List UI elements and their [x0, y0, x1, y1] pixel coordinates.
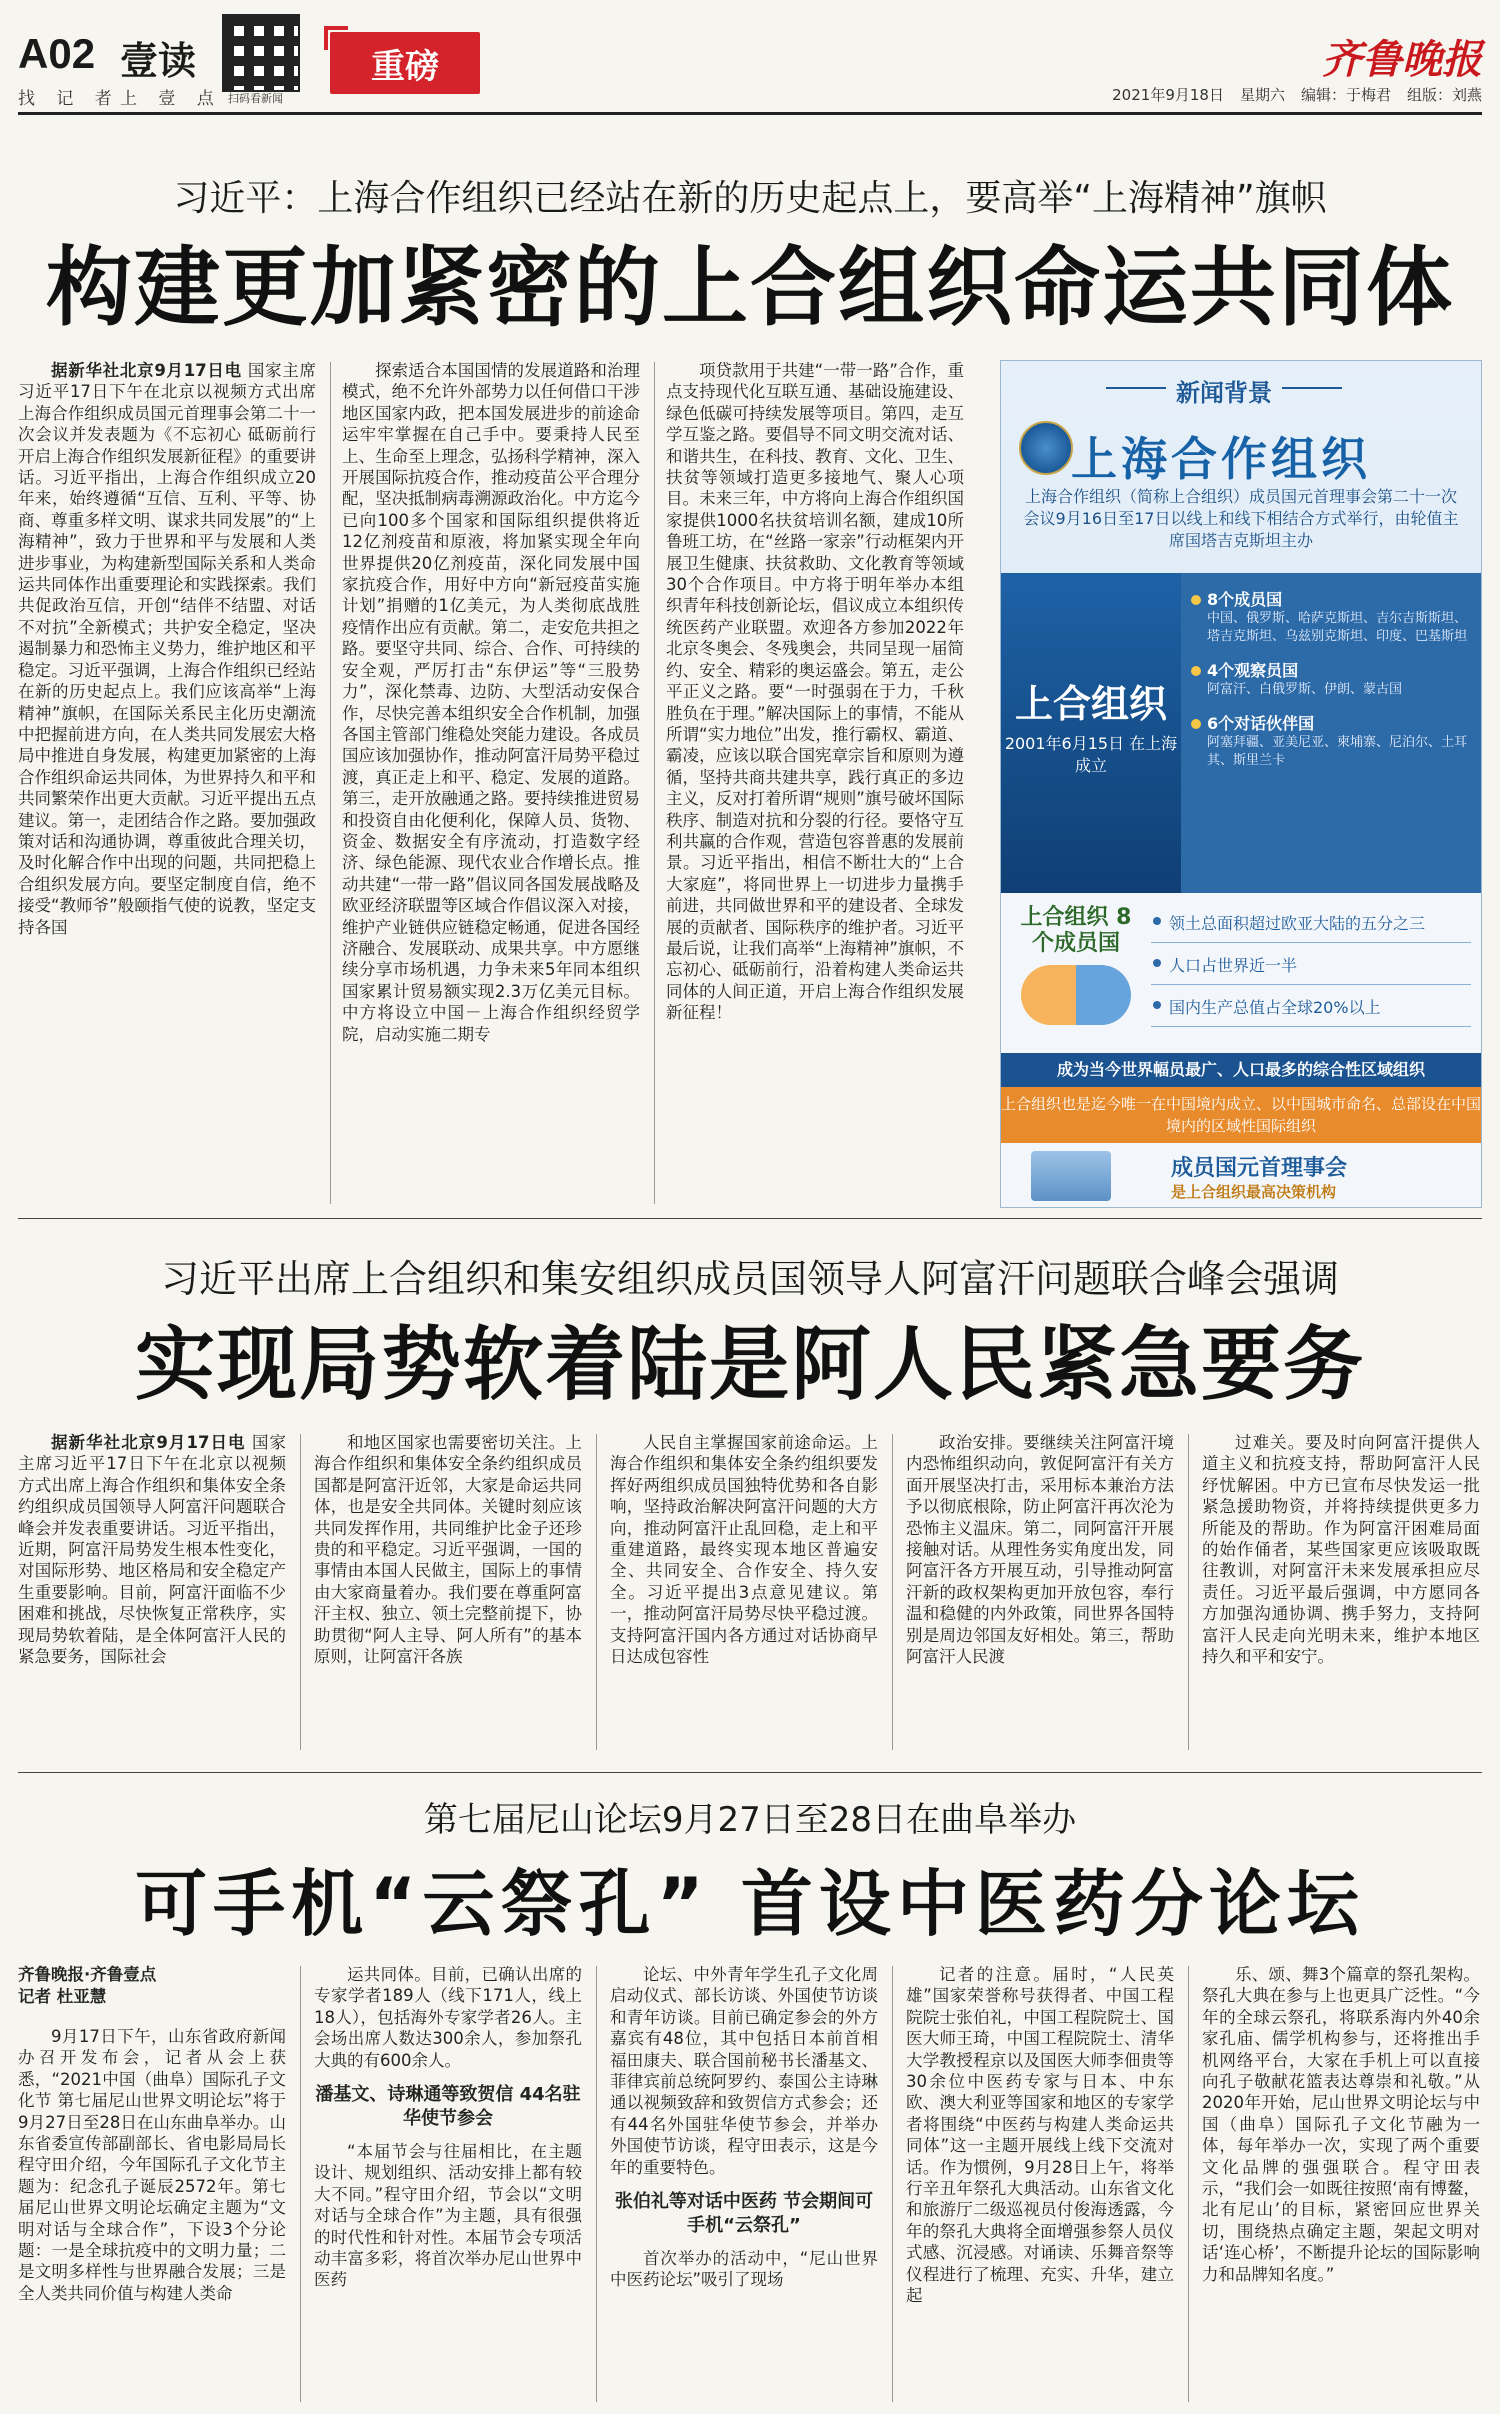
column-divider: [654, 362, 655, 1204]
story3-col3: [610, 1964, 878, 2404]
group-heading: 4个观察员国: [1207, 661, 1299, 680]
column-divider: [300, 1966, 301, 2402]
infobox-tag: 新闻背景: [1176, 373, 1272, 408]
founding-title: 上合组织: [1014, 682, 1167, 726]
group-body: 阿塞拜疆、亚美尼亚、柬埔寨、尼泊尔、土耳其、斯里兰卡: [1207, 735, 1468, 768]
founding-date: 2001年6月15日 在上海成立: [1004, 734, 1178, 775]
section-tag: 重磅: [330, 32, 480, 94]
infobox-founding: [1001, 573, 1181, 893]
masthead-subtitle-left: 找 记 者: [18, 89, 120, 109]
issue-weekday: 星期六: [1239, 86, 1285, 104]
story1-text-3: 项贷款用于共建“一带一路”合作，重点支持现代化互联互通、基础设施建设、绿色低碳可持续发展等项目。第四，走互学互鉴之路。要倡导不同文明交流对话、和谐共生，在科技、教育、文化、卫生、扶贫等领域打造更多接地气、聚人心项目。未来三年，中方将向上海合作组织国家提供1000名扶贫培训名额，建成10所鲁班工坊，在“丝路一家亲”行动框架内开展卫生健康、扶贫救助、文化教育等领域30个合作项目。中方将于明年举办本组织青年科技创新论坛，倡议成立本组织传统医药产业联盟。欢迎各方参加2022年北京冬奥会、冬残奥会，共同呈现一届简约、安全、精彩的奥运盛会。第五，走公平正义之路。要“一时强弱在于力，千秋胜负在于理。”解决国际上的事情，不能从所谓“实力地位”出发，推行霸权、霸道、霸凌，应该以联合国宪章宗旨和原则为遵循，坚持共商共建共享，践行真正的多边主义，反对打着所谓“规则”旗号破坏国际秩序、制造对抗和分裂的行径。要恪守互利共赢的合作观，营造包容普惠的发展前景。习近平指出，相信不断壮大的“上合大家庭”，将同世界上一切进步力量携手前进，共同做世界和平的建设者、全球发展的贡献者、国际秩序的维护者。习近平最后说，让我们高举“上海精神”旗帜，不忘初心、砥砺前行，沿着构建人类命运共同体的人间正道，开启上海合作组织发展新征程！: [666, 361, 964, 1023]
story3-subhead-1: 潘基文、诗琳通等致贺信 44名驻华使节参会: [315, 2084, 581, 2130]
story2-col1: [18, 1432, 286, 1754]
story3-byline1: 齐鲁晚报·齐鲁壹点: [18, 1965, 157, 1984]
story3-text-2a: 运共同体。目前，已确认出席的专家学者189人（线下171人，线上18人），包括海外专家学者26人。主会场出席人数达300余人，参加祭孔大典的有600余人。: [314, 1965, 582, 2070]
story2-text-3: 人民自主掌握国家前途命运。上海合作组织和集体安全条约组织要发挥好两组织成员国独特优势和各自影响，坚持政治解决阿富汗问题的大方向，推动阿富汗止乱回稳，走上和平重建道路，最终实现本地区普遍安全、共同安全、合作安全、持久安全。习近平提出3点意见建议。第一，推动阿富汗局势尽快平稳过渡。支持阿富汗国内各方通过对话协商早日达成包容性: [610, 1433, 878, 1667]
story3-subhead-2: 张伯礼等对话中医药 节会期间可手机“云祭孔”: [614, 2191, 874, 2237]
story3-text-3a: 论坛、中外青年学生孔子文化周启动仪式、部长访谈、外国使节访谈和青年访谈。目前已确定参会的外方嘉宾有48位，其中包括日本前首相福田康夫、联合国前秘书长潘基文、菲律宾前总统阿罗约、泰国公主诗琳通以视频致辞和致贺信方式参会；还有44名外国驻华使节参会，并举办外国使节访谈，程守田表示，这是今年的重要特色。: [610, 1965, 878, 2177]
story1-kicker: 习近平：上海合作组织已经站在新的历史起点上，要高举“上海精神”旗帜: [173, 178, 1327, 219]
infobox-members-panel: [1001, 573, 1481, 893]
member-group: [1191, 711, 1471, 770]
story2-col2: [314, 1432, 582, 1754]
stat-item: 国内生产总值占全球20%以上: [1151, 985, 1471, 1027]
story1-col3: [666, 360, 964, 1206]
story3-headline: 可手机“云祭孔” 首设中医药分论坛: [135, 1862, 1365, 1946]
story3-text-2b: “本届节会与往届相比，在主题设计、规划组织、活动安排上都有较大不同。”程守田介绍，节会以“文明对话与全球合作”为主题，具有很强的时代性和针对性。本届节会专项活动丰富多彩，将首次举办尼山世界中医药: [314, 2142, 582, 2290]
story1-col2: [342, 360, 640, 1206]
page-number: A02: [18, 30, 96, 77]
story2-col3: [610, 1432, 878, 1754]
group-heading: 6个对话伙伴国: [1207, 714, 1315, 733]
story2-col5: [1202, 1432, 1480, 1754]
column-divider: [596, 1434, 597, 1750]
handshake-icon: [1021, 965, 1131, 1025]
story1-text-1: 国家主席习近平17日下午在北京以视频方式出席上海合作组织成员国元首理事会第二十一次会议并发表题为《不忘初心 砥砺前行 开启上海合作组织发展新征程》的重要讲话。习近平指出，上海合作组织成立20年来，始终遵循“互信、互利、平等、协商、尊重多样文明、谋求共同发展”的“上海精神”，致力于世界和平与发展和人类进步事业，为构建新型国际关系和人类命运共同体作出重要理论和实践探索。我们共促政治互信，开创“结伴不结盟、对话不对抗”全新模式；共护安全稳定，坚决遏制暴力和恐怖主义势力，维护地区和平稳定。习近平强调，上海合作组织已经站在新的历史起点上。我们应该高举“上海精神”旗帜，在国际关系民主化历史潮流中把握前进方向，在人类共同发展宏大格局中推进自身发展，构建更加紧密的上海合作组织命运共同体，为世界持久和平和共同繁荣作出更大贡献。习近平提出五点建议。第一，走团结合作之路。要加强政策对话和沟通协调，尊重彼此合理关切，及时化解合作中出现的问题，共同把稳上合组织发展方向。要坚定制度自信，绝不接受“教师爷”般颐指气使的说教，坚定支持各国: [18, 361, 316, 937]
bullet-icon: [1191, 719, 1201, 729]
bullet-icon: [1191, 595, 1201, 605]
story1-text-2: 探索适合本国国情的发展道路和治理模式，绝不允许外部势力以任何借口干涉地区国家内政，把本国发展进步的前途命运牢牢掌握在自己手中。要秉持人民至上、生命至上理念，弘扬科学精神，深入开展国际抗疫合作，推动疫苗公平合理分配，坚决抵制病毒溯源政治化。中方迄今已向100多个国家和国际组织提供将近12亿剂疫苗和原液，将加紧实现全年向世界提供20亿剂疫苗，深化同发展中国家抗疫合作，用好中方向“新冠疫苗实施计划”捐赠的1亿美元，为人类彻底战胜疫情作出应有贡献。第二，走安危共担之路。要坚守共同、综合、合作、可持续的安全观，严厉打击“东伊运”等“三股势力”，深化禁毒、边防、大型活动安保合作，尽快完善本组织安全合作机制，加强各国主管部门维稳处突能力建设。各成员国应该加强协作，推动阿富汗局势平稳过渡，真正走上和平、稳定、发展的道路。第三，走开放融通之路。要持续推进贸易和投资自由化便利化，保障人员、货物、资金、数据安全有序流动，打造数字经济、绿色能源、现代农业合作增长点。推动共建“一带一路”倡议同各国发展战略及欧亚经济联盟等区域合作倡议深入对接，维护产业链供应链稳定畅通，促进各国经济融合、发展联动、成果共享。中方愿继续分享市场机遇，力争未来5年同本组织国家累计贸易额实现2.3万亿美元目标。中方将设立中国－上海合作组织经贸学院，启动实施二期专: [342, 361, 640, 1044]
story2-dateline: 据新华社北京9月17日电: [51, 1433, 246, 1452]
section-divider: [18, 1772, 1482, 1773]
story3-text-1: 9月17日下午，山东省政府新闻办召开发布会，记者从会上获悉，“2021中国（曲阜）国际孔子文化节 第七届尼山世界文明论坛”将于9月27日至28日在山东曲阜举办。山东省委宣传部副部长、省电影局局长程守田介绍，今年国际孔子文化节主题为：纪念孔子诞辰2572年。第七届尼山世界文明论坛确定主题为“文明对话与全球合作”，下设3个分论题：一是全球抗疫中的文明力量；二是文明多样性与世界融合发展；三是全人类共同价值与构建人类命: [18, 2027, 286, 2303]
story2-text-5: 过难关。要及时向阿富汗提供人道主义和抗疫支持，帮助阿富汗人民纾忧解困。中方已宣布尽快发运一批紧急援助物资，并将持续提供更多力所能及的帮助。作为阿富汗困难局面的始作俑者，某些国家更应该吸取既往教训，对阿富汗未来发展承担应尽责任。习近平最后强调，中方愿同各方加强沟通协调、携手努力，支持阿富汗人民走向光明未来，维护本地区持久和平和安宁。: [1202, 1433, 1480, 1667]
section-name: 壹读: [120, 39, 197, 83]
story3-byline2: 记者 杜亚慧: [18, 1987, 107, 2006]
council-note: 是上合组织最高决策机构: [1171, 1183, 1337, 1201]
masthead-rule: [18, 112, 1482, 115]
story2-col4: [906, 1432, 1174, 1754]
infobox-description: 上海合作组织（简称上合组织）成员国元首理事会第二十一次会议9月16日至17日以线上和线下相结合方式举行，由轮值主席国塔吉克斯坦主办: [1023, 487, 1459, 550]
story3-text-4: 记者的注意。届时，“人民英雄”国家荣誉称号获得者、中国工程院院士张伯礼，中国工程院院士、国医大师王琦，中国工程院院士、清华大学教授程京以及国医大师李佃贵等30余位中医药专家与日本、中东欧、澳大利亚等国家和地区的专家学者将围绕“中医药与构建人类命运共同体”这一主题开展线上线下交流对话。作为惯例，9月28日上午，将举行辛丑年祭孔大典活动。山东省文化和旅游厅二级巡视员付俊海透露，今年的祭孔大典将全面增强参祭人员仪式感、沉浸感。对诵读、乐舞音祭等仪程进行了梳理、充实、升华，建立起: [906, 1965, 1174, 2306]
background-infobox: [1000, 360, 1482, 1208]
story1-col1: [18, 360, 316, 1206]
story1-headline: 构建更加紧密的上合组织命运共同体: [46, 238, 1454, 338]
column-divider: [1188, 1434, 1189, 1750]
issue-date: 2021年9月18日: [1112, 86, 1224, 104]
group-body: 中国、俄罗斯、哈萨克斯坦、吉尔吉斯斯坦、塔吉克斯坦、乌兹别克斯坦、印度、巴基斯坦: [1207, 611, 1468, 644]
infobox-orange-note: 上合组织也是迄今唯一在中国境内成立、以中国城市命名、总部设在中国境内的区域性国际组织: [1001, 1087, 1481, 1143]
column-divider: [1188, 1966, 1189, 2402]
story2-text-4: 政治安排。要继续关注阿富汗境内恐怖组织动向，敦促阿富汗有关方面开展坚决打击，采用标本兼治方法予以彻底根除，防止阿富汗再次沦为恐怖主义温床。第二，同阿富汗开展接触对话。从理性务实角度出发，同阿富汗各方开展互动，引导推动阿富汗新的政权架构更加开放包容，奉行温和稳健的内外政策，同世界各国特别是周边邻国友好相处。第三，帮助阿富汗人民渡: [906, 1433, 1174, 1667]
masthead-subtitle-right: 上 壹 点: [120, 89, 222, 109]
story1-dateline: 据新华社北京9月17日电: [51, 361, 242, 380]
bullet-icon: [1191, 666, 1201, 676]
designer: 组版：刘燕: [1406, 86, 1482, 104]
qr-code-icon[interactable]: [222, 14, 300, 92]
infobox-council: [1001, 1143, 1481, 1207]
story3-text-5: 乐、颂、舞3个篇章的祭孔架构。祭孔大典在参与上也更具广泛性。“今年的全球云祭孔，将联系海内外40余家孔庙、儒学机构参与，还将推出手机网络平台，大家在手机上可以直接向孔子敬献花篮表达尊崇和礼敬。”从2020年开始，尼山世界文明论坛与中国（曲阜）国际孔子文化节融为一体，每年举办一次，实现了两个重要文化品牌的强强联合。程守田表示，“我们会一如既往按照‘南有博鳌，北有尼山’的目标，紧密回应世界关切，围绕热点确定主题，架起文明对话‘连心桥’，不断提升论坛的国际影响力和品牌知名度。”: [1202, 1965, 1480, 2284]
member-group: [1191, 658, 1471, 699]
sco-emblem-icon: [1019, 421, 1073, 475]
story3-col5: [1202, 1964, 1480, 2404]
infobox-summary-bar: 成为当今世界幅员最广、人口最多的综合性区域组织: [1001, 1053, 1481, 1087]
building-icon: [1031, 1151, 1111, 1201]
member-group: [1191, 587, 1471, 646]
editor: 编辑：于梅君: [1300, 86, 1391, 104]
issue-info: [1096, 84, 1482, 105]
story3-col4: [906, 1964, 1174, 2404]
council-title: 成员国元首理事会: [1171, 1156, 1348, 1181]
infobox-member-groups: [1181, 573, 1481, 893]
story3-kicker: 第七届尼山论坛9月27日至28日在曲阜举办: [423, 1800, 1077, 1840]
column-divider: [892, 1434, 893, 1750]
stats-title: 上合组织 8个成员国: [1020, 905, 1132, 956]
story3-text-3b: 首次举办的活动中，“尼山世界中医药论坛”吸引了现场: [610, 2249, 878, 2290]
story2-text-2: 和地区国家也需要密切关注。上海合作组织和集体安全条约组织成员国都是阿富汗近邻，大家是命运共同体，也是安全共同体。关键时刻应该共同发挥作用，共同维护比金子还珍贵的和平稳定。习近平强调，一国的事情由本国人民做主，国际上的事情由大家商量着办。我们要在尊重阿富汗主权、独立、领土完整前提下，协助贯彻“阿人主导、阿人所有”的基本原则，让阿富汗各族: [314, 1433, 582, 1667]
story2-text-1: 国家主席习近平17日下午在北京以视频方式出席上海合作组织和集体安全条约组织成员国领导人阿富汗问题联合峰会并发表重要讲话。习近平指出，近期，阿富汗局势发生根本性变化，对国际形势、地区格局和安全稳定产生重要影响。目前，阿富汗面临不少困难和挑战，尽快恢复正常秩序，实现局势软着陆，是全体阿富汗人民的紧急要务，国际社会: [18, 1433, 286, 1667]
column-divider: [330, 362, 331, 1204]
stat-item: 领土总面积超过欧亚大陆的五分之三: [1151, 901, 1471, 943]
newspaper-logo: 齐鲁晚报: [1322, 36, 1482, 83]
infobox-stats: [1001, 893, 1481, 1053]
section-divider: [18, 1218, 1482, 1219]
column-divider: [892, 1966, 893, 2402]
story2-kicker: 习近平出席上合组织和集安组织成员国领导人阿富汗问题联合峰会强调: [160, 1257, 1339, 1301]
stat-item: 人口占世界近一半: [1151, 943, 1471, 985]
qr-label: 扫码看新闻: [228, 92, 283, 105]
infobox-title: 上海合作组织: [1071, 432, 1371, 486]
story3-col1: [18, 1964, 286, 2404]
column-divider: [300, 1434, 301, 1750]
story2-headline: 实现局势软着陆是阿人民紧急要务: [135, 1318, 1365, 1411]
column-divider: [596, 1966, 597, 2402]
group-body: 阿富汗、白俄罗斯、伊朗、蒙古国: [1207, 682, 1403, 697]
group-heading: 8个成员国: [1207, 590, 1283, 609]
story3-col2: [314, 1964, 582, 2404]
